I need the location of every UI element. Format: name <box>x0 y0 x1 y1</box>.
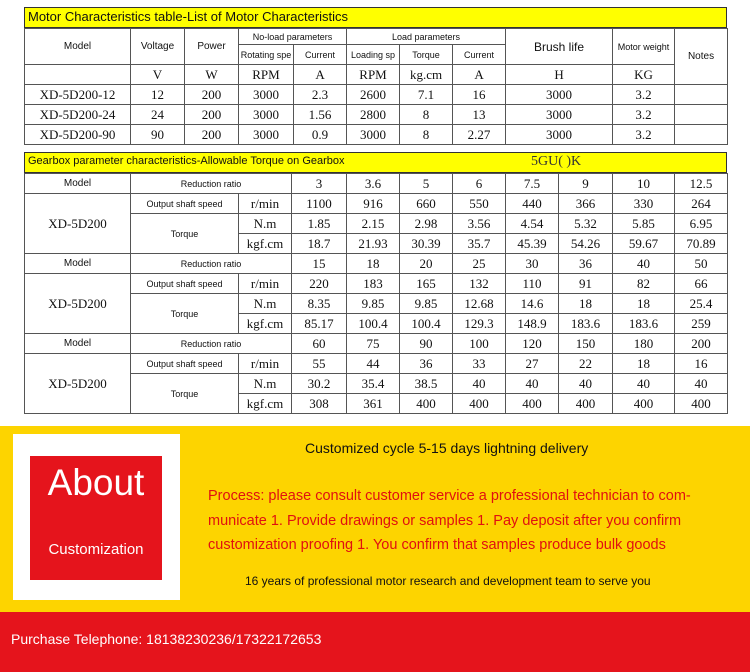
table-row <box>25 214 728 234</box>
torque-nm-cell: 2.98 <box>400 214 453 234</box>
motor-weight: 3.2 <box>613 105 675 125</box>
speed-cell: 33 <box>453 354 506 374</box>
torque-nm-cell: 14.6 <box>506 294 559 314</box>
ratio-cell: 120 <box>506 334 559 354</box>
torque-nm-cell: 38.5 <box>400 374 453 394</box>
ratio-cell: 50 <box>675 254 728 274</box>
header-loading-speed: Loading sp <box>347 45 400 65</box>
table-row <box>25 125 728 145</box>
header-power: Power <box>185 29 239 65</box>
torque-nm-cell: 8.35 <box>292 294 347 314</box>
motor-model: XD-5D200-12 <box>25 85 131 105</box>
motor-model: XD-5D200-24 <box>25 105 131 125</box>
torque-nm-cell: 40 <box>613 374 675 394</box>
ratio-cell: 75 <box>347 334 400 354</box>
unit-kgf: kgf.cm <box>239 234 292 254</box>
torque-label: Torque <box>131 374 239 414</box>
header-current: Current <box>294 45 347 65</box>
torque-nm-cell: 9.85 <box>347 294 400 314</box>
motor-table <box>24 28 728 145</box>
ratio-cell: 5 <box>400 174 453 194</box>
gear-model-label: Model <box>25 334 131 354</box>
torque-nm-cell: 5.85 <box>613 214 675 234</box>
torque-kgf-cell: 45.39 <box>506 234 559 254</box>
speed-cell: 16 <box>675 354 728 374</box>
unit-cell: kg.cm <box>400 65 453 85</box>
gear-model-name: XD-5D200 <box>25 354 131 414</box>
motor-torque: 7.1 <box>400 85 453 105</box>
ratio-cell: 3.6 <box>347 174 400 194</box>
table-row <box>25 254 728 274</box>
motor-load-current: 16 <box>453 85 506 105</box>
speed-cell: 27 <box>506 354 559 374</box>
torque-kgf-cell: 70.89 <box>675 234 728 254</box>
unit-cell: A <box>453 65 506 85</box>
motor-brush-life: 3000 <box>506 105 613 125</box>
speed-cell: 165 <box>400 274 453 294</box>
output-speed-label: Output shaft speed <box>131 194 239 214</box>
torque-nm-cell: 40 <box>675 374 728 394</box>
unit-speed: r/min <box>239 194 292 214</box>
table-row <box>25 274 728 294</box>
torque-nm-cell: 3.56 <box>453 214 506 234</box>
torque-kgf-cell: 183.6 <box>559 314 613 334</box>
header-current-load: Current <box>453 45 506 65</box>
motor-weight: 3.2 <box>613 85 675 105</box>
torque-kgf-cell: 361 <box>347 394 400 414</box>
unit-nm: N.m <box>239 374 292 394</box>
motor-load-rpm: 2800 <box>347 105 400 125</box>
gear-model-label: Model <box>25 254 131 274</box>
table-row <box>25 85 728 105</box>
gearbox-code: 5GU( )K <box>531 154 582 169</box>
torque-kgf-cell: 21.93 <box>347 234 400 254</box>
ratio-cell: 200 <box>675 334 728 354</box>
team-text: 16 years of professional motor research and development team to serve you <box>245 574 651 588</box>
customization-label: Customization <box>48 541 144 558</box>
torque-nm-cell: 5.32 <box>559 214 613 234</box>
speed-cell: 550 <box>453 194 506 214</box>
motor-weight: 3.2 <box>613 125 675 145</box>
gear-model-name: XD-5D200 <box>25 194 131 254</box>
speed-cell: 110 <box>506 274 559 294</box>
header-voltage: Voltage <box>131 29 185 65</box>
speed-cell: 55 <box>292 354 347 374</box>
torque-kgf-cell: 400 <box>453 394 506 414</box>
speed-cell: 220 <box>292 274 347 294</box>
unit-cell: KG <box>613 65 675 85</box>
motor-rpm: 3000 <box>239 105 294 125</box>
header-model: Model <box>25 29 131 65</box>
speed-cell: 82 <box>613 274 675 294</box>
torque-nm-cell: 35.4 <box>347 374 400 394</box>
motor-torque: 8 <box>400 105 453 125</box>
torque-kgf-cell: 35.7 <box>453 234 506 254</box>
table-row <box>25 334 728 354</box>
speed-cell: 18 <box>613 354 675 374</box>
unit-nm: N.m <box>239 294 292 314</box>
torque-nm-cell: 6.95 <box>675 214 728 234</box>
unit-nm: N.m <box>239 214 292 234</box>
torque-kgf-cell: 183.6 <box>613 314 675 334</box>
speed-cell: 44 <box>347 354 400 374</box>
ratio-cell: 9 <box>559 174 613 194</box>
torque-kgf-cell: 400 <box>559 394 613 414</box>
motor-notes <box>675 85 728 105</box>
unit-cell: V <box>131 65 185 85</box>
torque-nm-cell: 4.54 <box>506 214 559 234</box>
table-row <box>25 194 728 214</box>
motor-brush-life: 3000 <box>506 85 613 105</box>
ratio-cell: 90 <box>400 334 453 354</box>
torque-nm-cell: 40 <box>453 374 506 394</box>
motor-power: 200 <box>185 105 239 125</box>
ratio-cell: 3 <box>292 174 347 194</box>
torque-nm-cell: 40 <box>506 374 559 394</box>
torque-kgf-cell: 54.26 <box>559 234 613 254</box>
torque-nm-cell: 40 <box>559 374 613 394</box>
ratio-cell: 100 <box>453 334 506 354</box>
motor-voltage: 90 <box>131 125 185 145</box>
torque-kgf-cell: 400 <box>506 394 559 414</box>
ratio-cell: 7.5 <box>506 174 559 194</box>
table-row <box>25 174 728 194</box>
motor-rpm: 3000 <box>239 125 294 145</box>
unit-kgf: kgf.cm <box>239 314 292 334</box>
torque-nm-cell: 1.85 <box>292 214 347 234</box>
motor-current: 0.9 <box>294 125 347 145</box>
about-heading: About <box>47 462 145 503</box>
header-rotating-speed: Rotating spe <box>239 45 294 65</box>
torque-kgf-cell: 30.39 <box>400 234 453 254</box>
speed-cell: 440 <box>506 194 559 214</box>
motor-current: 1.56 <box>294 105 347 125</box>
torque-label: Torque <box>131 214 239 254</box>
speed-cell: 183 <box>347 274 400 294</box>
speed-cell: 366 <box>559 194 613 214</box>
motor-current: 2.3 <box>294 85 347 105</box>
motor-voltage: 12 <box>131 85 185 105</box>
table-row <box>25 294 728 314</box>
torque-label: Torque <box>131 294 239 334</box>
header-no-load: No-load parameters <box>239 29 347 45</box>
unit-cell: W <box>185 65 239 85</box>
torque-kgf-cell: 129.3 <box>453 314 506 334</box>
ratio-cell: 60 <box>292 334 347 354</box>
motor-notes <box>675 105 728 125</box>
unit-kgf: kgf.cm <box>239 394 292 414</box>
output-speed-label: Output shaft speed <box>131 354 239 374</box>
ratio-cell: 6 <box>453 174 506 194</box>
ratio-cell: 30 <box>506 254 559 274</box>
torque-kgf-cell: 18.7 <box>292 234 347 254</box>
torque-nm-cell: 9.85 <box>400 294 453 314</box>
ratio-cell: 25 <box>453 254 506 274</box>
motor-load-current: 2.27 <box>453 125 506 145</box>
motor-load-rpm: 2600 <box>347 85 400 105</box>
table-row <box>25 105 728 125</box>
ratio-cell: 20 <box>400 254 453 274</box>
torque-kgf-cell: 85.17 <box>292 314 347 334</box>
motor-power: 200 <box>185 125 239 145</box>
purchase-phone: Purchase Telephone: 18138230236/17322172653 <box>11 631 322 647</box>
unit-cell: A <box>294 65 347 85</box>
gearbox-table <box>24 173 728 414</box>
motor-power: 200 <box>185 85 239 105</box>
table-row <box>25 354 728 374</box>
torque-kgf-cell: 100.4 <box>347 314 400 334</box>
torque-nm-cell: 30.2 <box>292 374 347 394</box>
torque-nm-cell: 12.68 <box>453 294 506 314</box>
header-load: Load parameters <box>347 29 506 45</box>
table-row <box>25 374 728 394</box>
gearbox-title-text: Gearbox parameter characteristics-Allowable Torque on Gearbox <box>28 155 345 167</box>
unit-speed: r/min <box>239 274 292 294</box>
gearbox-table-title <box>24 152 727 173</box>
speed-cell: 132 <box>453 274 506 294</box>
speed-cell: 22 <box>559 354 613 374</box>
torque-nm-cell: 18 <box>613 294 675 314</box>
ratio-cell: 150 <box>559 334 613 354</box>
motor-voltage: 24 <box>131 105 185 125</box>
gear-model-name: XD-5D200 <box>25 274 131 334</box>
unit-blank <box>25 65 131 85</box>
unit-speed: r/min <box>239 354 292 374</box>
ratio-cell: 180 <box>613 334 675 354</box>
speed-cell: 660 <box>400 194 453 214</box>
motor-torque: 8 <box>400 125 453 145</box>
speed-cell: 91 <box>559 274 613 294</box>
motor-rpm: 3000 <box>239 85 294 105</box>
reduction-ratio-label: Reduction ratio <box>131 334 292 354</box>
torque-nm-cell: 2.15 <box>347 214 400 234</box>
torque-kgf-cell: 100.4 <box>400 314 453 334</box>
torque-kgf-cell: 400 <box>613 394 675 414</box>
torque-kgf-cell: 148.9 <box>506 314 559 334</box>
process-text: Process: please consult customer service a professional technician to com-municate 1. Provide drawings or samples 1. Pay deposit after you confirm customization proofing 1. You confirm that samples produce bulk goods <box>208 488 691 553</box>
cycle-text: Customized cycle 5-15 days lightning delivery <box>305 440 589 456</box>
motor-notes <box>675 125 728 145</box>
ratio-cell: 18 <box>347 254 400 274</box>
header-torque: Torque <box>400 45 453 65</box>
ratio-cell: 10 <box>613 174 675 194</box>
speed-cell: 1100 <box>292 194 347 214</box>
header-brush-life: Brush life <box>506 29 613 65</box>
motor-load-current: 13 <box>453 105 506 125</box>
motor-load-rpm: 3000 <box>347 125 400 145</box>
reduction-ratio-label: Reduction ratio <box>131 254 292 274</box>
speed-cell: 264 <box>675 194 728 214</box>
motor-table-title: Motor Characteristics table-List of Motor Characteristics <box>24 7 727 28</box>
torque-nm-cell: 25.4 <box>675 294 728 314</box>
speed-cell: 330 <box>613 194 675 214</box>
gear-model-label: Model <box>25 174 131 194</box>
torque-nm-cell: 18 <box>559 294 613 314</box>
header-motor-weight: Motor weight <box>613 29 675 65</box>
torque-kgf-cell: 59.67 <box>613 234 675 254</box>
unit-cell: H <box>506 65 613 85</box>
speed-cell: 916 <box>347 194 400 214</box>
unit-cell: RPM <box>239 65 294 85</box>
torque-kgf-cell: 400 <box>400 394 453 414</box>
torque-kgf-cell: 308 <box>292 394 347 414</box>
unit-cell: RPM <box>347 65 400 85</box>
header-notes: Notes <box>675 29 728 85</box>
ratio-cell: 36 <box>559 254 613 274</box>
output-speed-label: Output shaft speed <box>131 274 239 294</box>
speed-cell: 36 <box>400 354 453 374</box>
motor-model: XD-5D200-90 <box>25 125 131 145</box>
torque-kgf-cell: 400 <box>675 394 728 414</box>
motor-brush-life: 3000 <box>506 125 613 145</box>
ratio-cell: 40 <box>613 254 675 274</box>
speed-cell: 66 <box>675 274 728 294</box>
ratio-cell: 15 <box>292 254 347 274</box>
ratio-cell: 12.5 <box>675 174 728 194</box>
torque-kgf-cell: 259 <box>675 314 728 334</box>
reduction-ratio-label: Reduction ratio <box>131 174 292 194</box>
